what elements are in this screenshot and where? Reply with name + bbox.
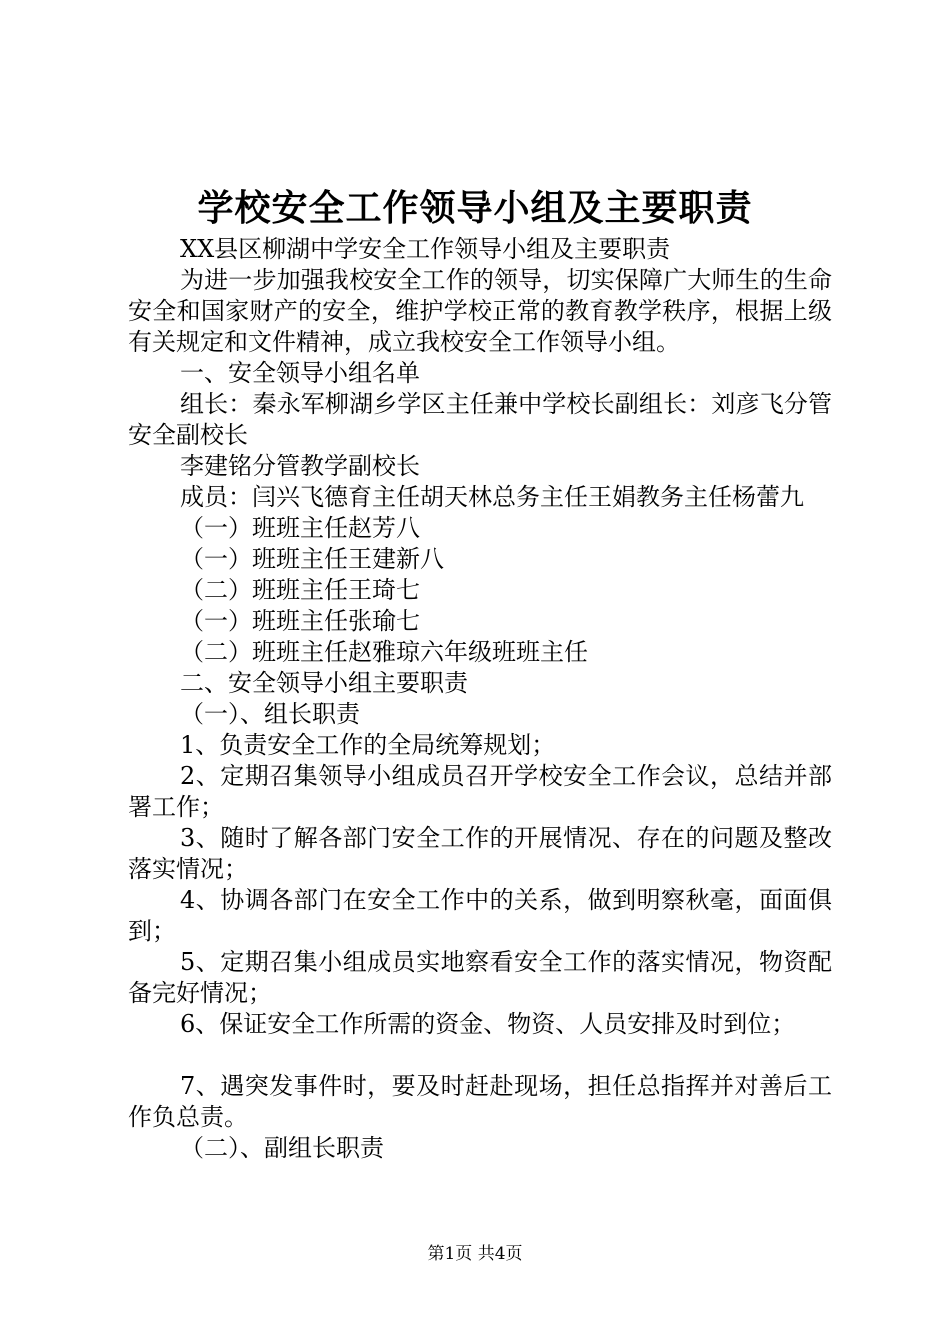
subsection-heading: （二）、副组长职责 xyxy=(180,1134,384,1162)
member-line: （二）班班主任王琦七 xyxy=(180,576,420,604)
duty-item: 1、负责安全工作的全局统筹规划； xyxy=(180,731,556,759)
member-line: （一）班班主任张瑜七 xyxy=(180,607,420,635)
document-body xyxy=(128,234,832,1164)
duty-item: 7、遇突发事件时，要及时赶赴现场，担任总指挥并对善后工作负总责。 xyxy=(128,1072,832,1131)
document-title: 学校安全工作领导小组及主要职责 xyxy=(197,187,753,229)
section-heading-2: 二、安全领导小组主要职责 xyxy=(180,669,468,697)
duty-item: 2、定期召集领导小组成员召开学校安全工作会议，总结并部署工作； xyxy=(128,762,832,821)
paragraph-vice-leader: 李建铭分管教学副校长 xyxy=(180,452,420,480)
paragraph-leaders: 组长：秦永军柳湖乡学区主任兼中学校长副组长：刘彦飞分管安全副校长 xyxy=(128,390,832,449)
duty-item: 5、定期召集小组成员实地察看安全工作的落实情况，物资配备完好情况； xyxy=(128,948,832,1007)
member-line: （一）班班主任王建新八 xyxy=(180,545,444,573)
member-line: （二）班班主任赵雅琼六年级班班主任 xyxy=(180,638,588,666)
paragraph-subtitle: XX县区柳湖中学安全工作领导小组及主要职责 xyxy=(180,235,671,263)
section-heading-1: 一、安全领导小组名单 xyxy=(180,359,420,387)
duty-item: 6、保证安全工作所需的资金、物资、人员安排及时到位； xyxy=(180,1010,796,1038)
paragraph-members: 成员：闫兴飞德育主任胡天林总务主任王娟教务主任杨蕾九 xyxy=(180,483,804,511)
paragraph-intro: 为进一步加强我校安全工作的领导，切实保障广大师生的生命安全和国家财产的安全，维护学校正常的教育教学秩序，根据上级有关规定和文件精神，成立我校安全工作领导小组。 xyxy=(128,266,832,356)
page-footer: 第1页 共4页 xyxy=(427,1244,523,1264)
duty-item: 4、协调各部门在安全工作中的关系，做到明察秋毫，面面俱到； xyxy=(128,886,832,945)
member-line: （一）班班主任赵芳八 xyxy=(180,514,420,542)
duty-item: 3、随时了解各部门安全工作的开展情况、存在的问题及整改落实情况； xyxy=(128,824,832,883)
subsection-heading: （一）、组长职责 xyxy=(180,700,360,728)
